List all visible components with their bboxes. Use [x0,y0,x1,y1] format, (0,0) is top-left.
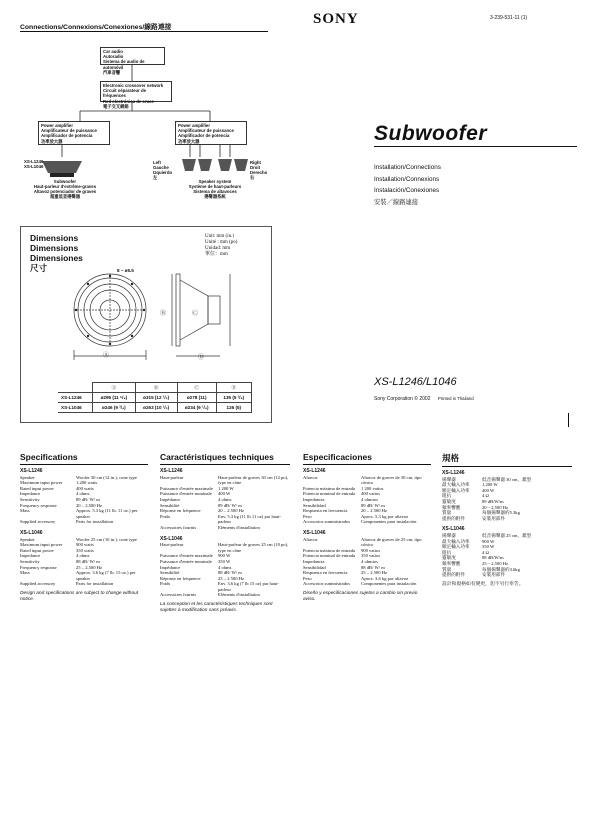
spec-value: 400 vatios [361,491,381,497]
car-audio-label-en: Car audio [103,49,123,54]
spec-model-heading: XS-L1046 [442,526,465,533]
crossover-label-es: Red electrónica de cruce [103,98,154,104]
left-caption-fr: Gauche [153,165,169,170]
spec-value: 每個揚聲器約5.3kg [482,510,520,516]
cover-lines [374,162,441,208]
spec-model-heading: XS-L1246 [303,468,326,474]
table-cell: ø278 (11) [177,393,216,403]
spec-body [442,471,572,587]
spec-value: 20 – 2,500 Hz [76,502,103,508]
spec-key: Impédance [160,564,181,570]
spec-key: Sensibilidad [303,502,326,508]
spec-value: 350 watts [76,547,94,553]
amp-right-label-fr: Amplificateur de puissance [178,128,234,134]
dimensions-title-fr: Dimensions [30,243,79,253]
table-row-model: XS-L1046 [58,403,93,413]
spec-key: 質量 [442,566,452,572]
spec-value: 4 Ω [482,493,489,499]
right-caption [250,160,267,180]
car-audio-box [100,47,165,75]
cover-line-zh: 安裝／線路連接 [374,198,419,206]
speaker-system-caption [170,179,260,199]
power-amp-left-box [38,121,110,145]
table-cell: ø263 (10 ¹/₂) [135,403,177,413]
table-cell: 126 (5) [216,403,251,413]
spec-model-heading: XS-L1046 [160,535,183,542]
spec-value: 1 200 W [218,485,234,491]
spec-key: Réponse en fréquence [160,575,201,581]
spec-column-title: Especificaciones [303,452,372,462]
spec-model-heading: XS-L1046 [20,529,43,536]
spec-value: Componentes para instalación [361,581,417,587]
spec-key: 額定輸入功率 [442,487,470,493]
unit-zh: 單位：mm [205,252,228,257]
spec-value: Parts for installation [76,519,114,525]
connection-diagram [20,33,268,208]
left-caption-es: Izquierdo [153,170,173,175]
spec-value: Eléments d'installation [218,524,260,530]
spec-value: 4 ohmios [361,496,378,502]
spec-key: Respuesta en frecuencia [303,508,348,514]
spec-key: Puissance d'entrée maximale [160,553,213,559]
spec-value: 4 ohms [218,564,232,570]
spec-key: Impedancia [303,558,325,564]
spec-key: Frequency response [20,502,57,508]
spec-value: Env. 3,6 kg (7 lb 15 oz) par haut-parleur [218,581,279,592]
spec-value: Env. 5,3 kg (11 lb 11 oz) par haut-parleur [218,513,281,525]
cover-line-es: Instalación/Conexiones [374,187,440,194]
diagram-models [24,159,43,169]
spec-key: Rated input power [20,547,54,553]
spec-key: 靈敏度 [442,555,456,561]
spec-value: 25－2,500 Hz [482,560,509,566]
speaker-dimension-drawing [60,272,260,364]
unit-es: Unidad: mm [205,246,231,251]
table-cell: ø295 (11 ⁵/₈) [93,393,136,403]
spec-key: Accesorios suministrados [303,581,351,587]
spec-title-rule [303,464,431,465]
spec-key: Speaker [20,536,35,542]
spec-key: Réponse en fréquence [160,508,201,514]
connections-title: Connections/Connexions/Conexiones/線路連接 [20,24,172,31]
spec-row [20,570,148,581]
spec-key: Puissance d'entrée nominale [160,558,212,564]
spec-value: 89 dB/ W/ m [76,496,100,502]
spec-note: La conception et les caractéristiques techniques sont sujettes à modification sans préavis. [160,602,273,613]
spec-body [20,469,148,602]
subwoofer-caption-fr: Haut-parleur d'extrême-graves [33,184,97,189]
spec-value: 900 W [482,538,495,544]
spec-key: 揚聲器 [442,476,456,482]
spec-key: Puissance d'entrée maximale [160,485,213,491]
spec-value: 900 watts [76,542,94,548]
spec-value: 25 – 2 500 Hz [218,575,245,581]
subwoofer-caption-en: Subwoofer [53,179,77,184]
spec-body [303,469,431,602]
spec-value: Woofer 30 cm (12 in.), cone type [76,474,137,480]
spec-row [160,514,290,525]
spec-key: Potencia nominal de entrada [303,491,356,497]
amp-right-label-es: Amplificador de potencia [178,133,230,139]
dimensions-title-en: Dimensions [30,233,79,243]
spec-value: 低音揚聲器 25 cm，錐型 [482,532,532,538]
spec-key: Peso [303,575,312,581]
spec-value: Parts for installation [76,581,114,587]
cover-line-en: Installation/Connections [374,164,441,171]
unit-en: Unit: mm (in.) [205,234,235,239]
spec-key: 頻率響應 [442,560,461,566]
spec-value: 400 W [218,491,231,497]
spec-column-title: Caractéristiques techniques [160,452,274,462]
spec-key: Altavoz [303,536,318,542]
spec-row [303,519,431,525]
spec-row [20,508,148,519]
spec-value: Componentes para instalación [361,519,417,525]
table-row [58,393,252,403]
spec-value: 1,200 W [482,482,498,488]
speaker-system-caption-fr: Système de haut-parleurs [188,184,242,189]
amp-right-label-zh: 功率放大器 [178,138,200,144]
left-caption-en: Left [153,160,161,165]
crossover-box [100,81,172,109]
part-number: 3-239-531-11 (1) [490,15,528,21]
spec-column [442,452,572,587]
spec-value: 88 dB/ W/ m [218,570,242,576]
right-caption-en: Right [250,160,261,165]
spec-key: Peso [303,513,312,519]
spec-row [303,475,431,486]
table-cell: ø234 (9 ¹/₄) [177,403,216,413]
spec-value: 4 ohms [76,491,90,497]
spec-value: 4 Ω [482,549,489,555]
cover-copyright: Sony Corporation © 2002 [374,396,431,402]
spec-value: 20 – 2 500 Hz [361,508,388,514]
spec-key: Haut-parleur [160,474,184,480]
spec-value: Altavoz de graves de 30 cm, tipo cónico [361,474,422,486]
car-audio-label-zh: 汽車音響 [103,69,121,75]
power-amp-right-box [175,121,247,145]
spec-row [303,581,431,587]
spec-key: Altavoz [303,474,318,480]
spec-value: 1,200 watts [76,480,98,486]
dimensions-titles [30,233,83,273]
spec-title-rule [160,464,290,465]
spec-key: Supplied accessory [20,519,56,525]
table-header-d: Ⓓ [216,383,251,393]
spec-value: Altavoz de graves de 25 cm, tipo cónico [361,536,422,548]
spec-key: Supplied accessory [20,581,56,587]
spec-value: 1 200 vatios [361,485,384,491]
spec-key: Impedance [20,491,41,497]
amp-left-label-fr: Amplificateur de puissance [41,128,97,134]
spec-column [20,452,148,602]
spec-key: Accesorios suministrados [303,519,351,525]
spec-key: Rated input power [20,485,54,491]
left-caption [153,160,172,180]
table-row-model: XS-L1246 [58,393,93,403]
table-cell: 135 (5 ³/₈) [216,393,251,403]
spec-key: 提供的附件 [442,515,465,521]
spec-key: 揚聲器 [442,532,456,538]
spec-row [160,592,290,598]
spec-value: 88 dB/ W/ m [76,558,100,564]
cover-title: Subwoofer [374,122,487,145]
amp-left-label-zh: 功率放大器 [41,138,63,144]
dimensions-title-zh: 尺寸 [30,263,48,273]
car-audio-label-es: Sistema de audio de automóvil [103,59,145,70]
spec-key: Poids [160,513,171,519]
spec-value: 安裝用部件 [482,515,505,521]
dim-label-d: Ⓓ [198,355,205,361]
spec-note: Diseño y especificaciones sujetos a cambio sin previo aviso. [303,590,418,602]
spec-row [160,475,290,486]
spec-key: Potencia máxima de entrada [303,485,355,491]
amp-left-label-en: Power amplifier [41,123,73,128]
spec-key: Sensibilidad [303,564,326,570]
table-row [58,403,252,413]
spec-value: 89 dB/W/m [482,498,504,504]
spec-value: 4 ohms [76,553,90,559]
spec-key: Frequency response [20,564,57,570]
cover-printed: Printed in Thailand [437,396,474,401]
spec-value: 4 ohms [218,496,232,502]
spec-value: Aprox. 3,6 kg por altavoz [361,575,409,581]
spec-key: Impédance [160,496,181,502]
spec-value: Woofer 25 cm (10 in.), cone type [76,536,137,542]
spec-value: Approx. 3.6 kg (7 lb. 15 oz.) per speaker [76,570,136,581]
cover-model: XS-L1246/L1046 [374,376,457,388]
spec-note: 設計和規格如有變更，恕不另行奉告。 [442,581,524,587]
spec-key: Poids [160,581,171,587]
spec-value: 400 watts [76,485,94,491]
speaker-system-caption-es: Sistema de altavoces [193,189,237,194]
spec-column [303,452,431,602]
spec-title-rule [20,464,148,465]
dim-label-b: Ⓑ [160,311,167,317]
spec-row [160,542,290,553]
spec-value: Approx. 5.3 kg (11 lb. 11 oz.) per speaker [76,508,138,519]
spec-model-heading: XS-L1246 [442,470,465,476]
cover-copyright-line [374,396,474,402]
spec-key: 最大輸入功率 [442,482,470,488]
speaker-system-caption-zh: 揚聲器系統 [204,194,226,199]
subwoofer-caption [26,179,104,199]
spec-key: 頻率響應 [442,504,461,510]
spec-body [160,469,290,614]
subwoofer-caption-zh: 超重低音揚聲器 [49,194,81,199]
spec-key: Maximum input power [20,480,63,486]
right-caption-fr: Droit [250,165,261,170]
amp-right-label-en: Power amplifier [178,123,210,128]
spec-key: Mass [20,508,30,514]
spec-row [442,572,572,578]
spec-value: 400 W [482,487,495,493]
spec-value: 350 W [218,558,231,564]
cover-line-fr: Installation/Connexions [374,175,440,183]
table-header-a: Ⓐ [93,383,136,393]
diagram-model-1246: XS-L1246 [24,159,44,164]
spec-value: 88 dB/ W/ m [361,564,385,570]
spec-value: Aprox. 5,3 kg por altavoz [361,513,409,519]
spec-title-rule [442,466,572,467]
table-cell: ø315 (12 ¹/₂) [135,393,177,403]
spec-key: Speaker [20,474,35,480]
table-cell: ø246 (9 ³/₄) [93,403,136,413]
spec-value: Eléments d'installation [218,592,260,598]
spec-row [303,537,431,548]
table-header-c: Ⓒ [177,383,216,393]
spec-row [160,525,290,531]
spec-value: 25 – 2,500 Hz [76,564,103,570]
car-audio-label-fr: Autoradio [103,54,124,60]
spec-value: 350 vatios [361,553,381,559]
spec-value: 25 – 2 500 Hz [361,570,388,576]
spec-key: 質量 [442,510,452,516]
spec-column [160,452,290,614]
spec-value: 低音揚聲器 30 cm，錐型 [482,476,532,482]
connections-rule [20,31,268,32]
spec-row [442,516,572,522]
amp-left-label-es: Amplificador de potencia [41,133,93,139]
diagram-model-1046: XS-L1046 [24,164,44,169]
dimensions-units [205,234,237,258]
spec-value: Haut-parleur de graves 25 cm (10 po), type en cône [218,542,289,553]
specifications-area [20,452,580,832]
right-caption-es: Derecho [250,170,268,175]
spec-column-title: Specifications [20,452,78,462]
crossover-label-zh: 電子交叉網絡 [103,103,129,109]
dimensions-title-es: Dimensiones [30,253,83,263]
hole-label: 8 – ø5.5 [117,268,134,273]
spec-key: 靈敏度 [442,498,456,504]
spec-value: 900 W [218,553,231,559]
dim-label-c: Ⓒ [192,311,199,317]
spec-value: Haut-parleur de graves 30 cm (12 po), type en cône [218,474,289,486]
spec-value: 20－2,500 Hz [482,504,509,510]
spec-key: Potencia nominal de entrada [303,553,356,559]
spec-key: Accessoires fournis [160,592,197,598]
spec-row [20,519,148,525]
spec-column-title: 規格 [442,453,460,463]
spec-key: Haut-parleur [160,542,184,548]
spec-key: Respuesta en frecuencia [303,570,348,576]
spec-key: Potencia máxima de entrada [303,547,355,553]
spec-value: 4 ohmios [361,558,378,564]
subwoofer-caption-es: Altavoz potenciador de graves [33,189,97,194]
dim-label-a: Ⓐ [103,353,110,359]
spec-key: Sensitivity [20,496,40,502]
table-header-b: Ⓑ [135,383,177,393]
spec-key: Sensibilité [160,570,180,576]
spec-key: Impedance [20,553,41,559]
spec-key: Sensitivity [20,558,40,564]
spec-key: 最大輸入功率 [442,538,470,544]
spec-value: 89 dB/ W/ m [218,502,242,508]
unit-fr: Unité : mm (po) [205,240,238,245]
spec-row [20,581,148,587]
spec-key: Sensibilité [160,502,180,508]
sony-logo: SONY [313,11,359,27]
spec-note: Design and specifications are subject to change without notice. [20,590,139,602]
spec-key: Accessoires fournis [160,524,197,530]
speaker-system-caption-en: Speaker system [198,179,232,184]
spec-value: 89 dB/ W/ m [361,502,385,508]
spec-row [160,581,290,592]
cut-mark [568,413,569,427]
spec-key: 額定輸入功率 [442,544,470,550]
spec-model-heading: XS-L1246 [20,468,43,474]
spec-value: 安裝用部件 [482,572,505,578]
left-caption-zh: 左 [153,175,158,180]
spec-key: 阻抗 [442,493,452,499]
cover-title-rule [374,146,577,147]
dimensions-table-header [58,383,252,393]
crossover-label-fr: Circuit séparateur de fréquences [103,88,146,99]
spec-value: 350 W [482,544,495,550]
spec-key: Mass [20,570,30,576]
spec-key: 提供的附件 [442,572,465,578]
spec-model-heading: XS-L1246 [160,468,183,474]
spec-key: 阻抗 [442,549,452,555]
dimensions-table [58,382,252,413]
spec-value: 88 dB/W/m [482,555,504,561]
crossover-label-en: Electronic crossover network [103,83,164,88]
table-corner [58,383,93,393]
right-caption-zh: 右 [250,175,255,180]
spec-key: Impedancia [303,496,325,502]
spec-value: 900 vatios [361,547,381,553]
spec-value: 20 – 2 500 Hz [218,508,245,514]
spec-key: Puissance d'entrée nominale [160,491,212,497]
spec-key: Maximum input power [20,542,63,548]
spec-model-heading: XS-L1046 [303,529,326,536]
spec-value: 每個揚聲器約3.6kg [482,566,520,572]
